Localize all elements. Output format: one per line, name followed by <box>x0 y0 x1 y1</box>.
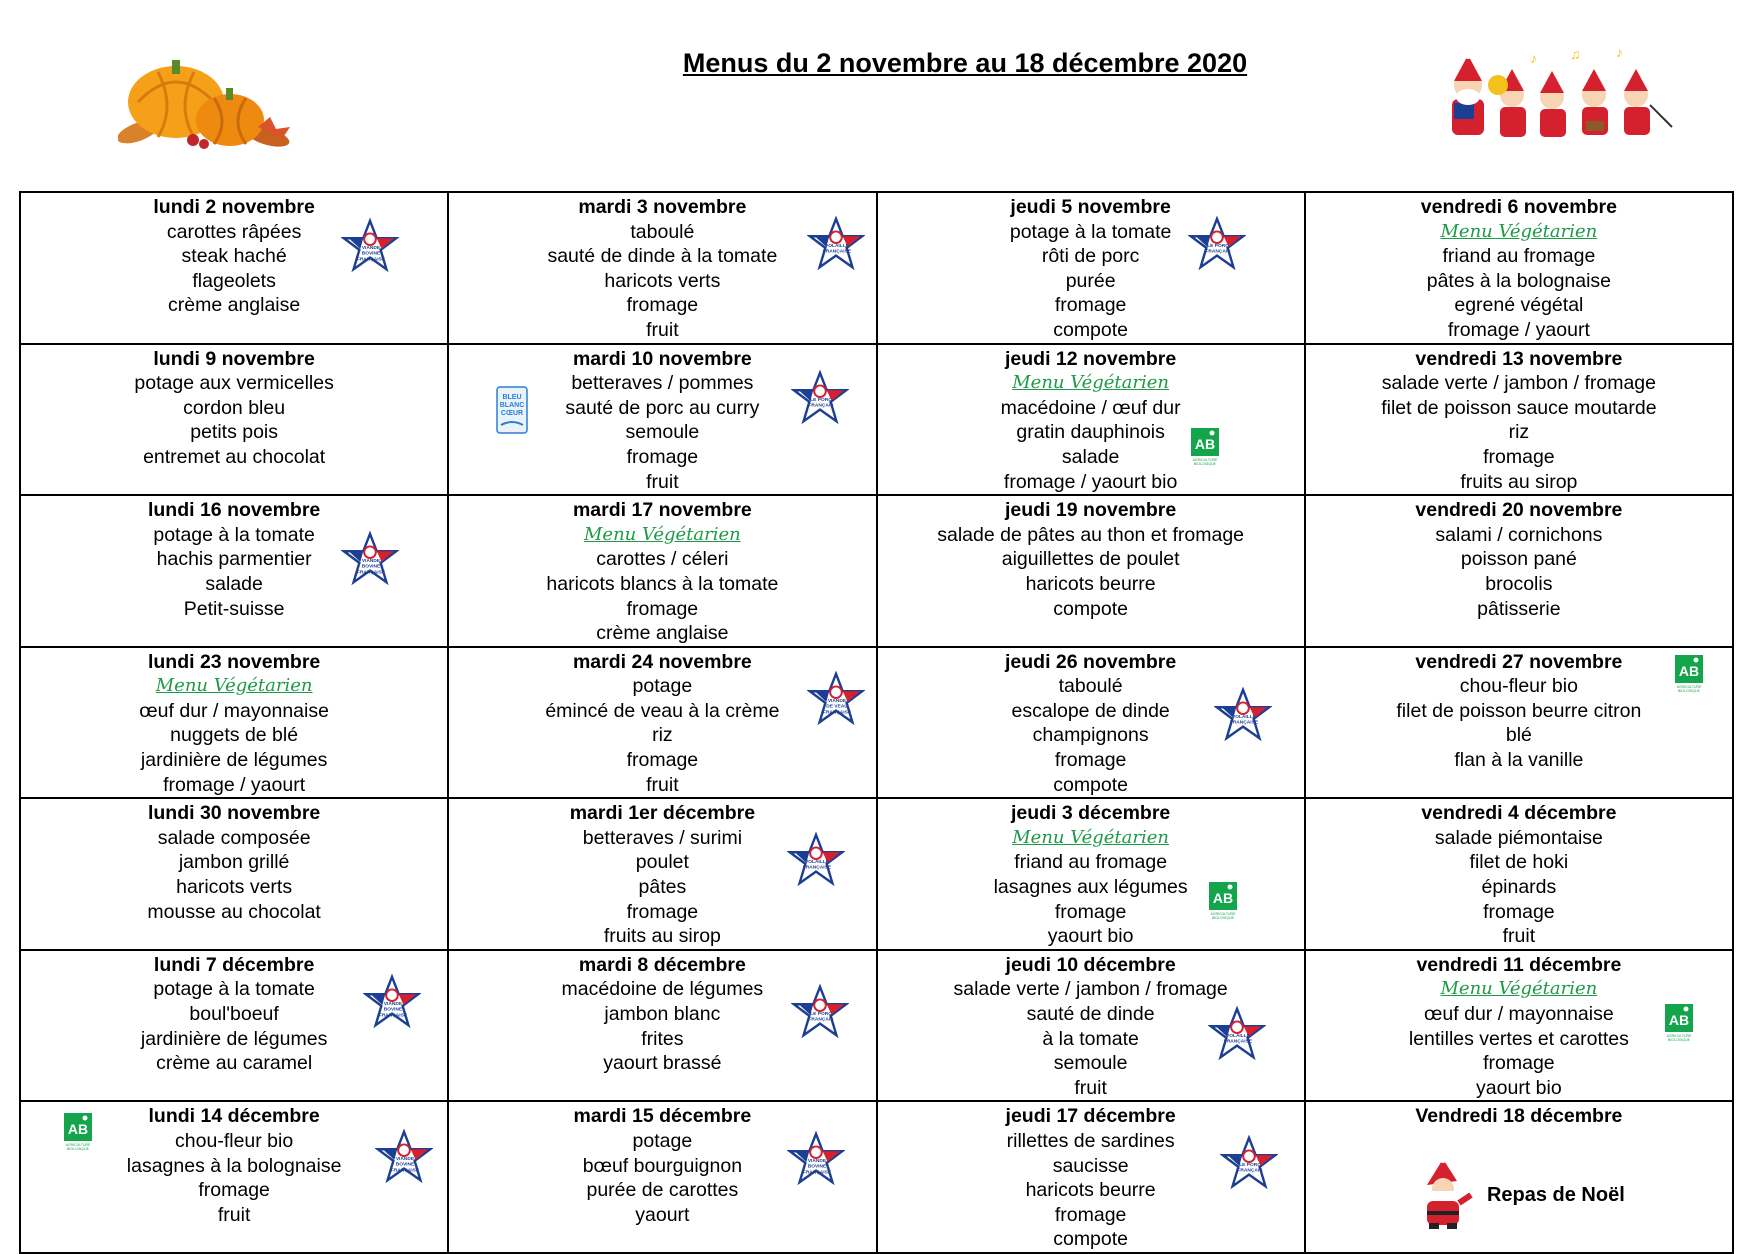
svg-text:FRANÇAISE: FRANÇAISE <box>823 249 852 255</box>
svg-text:VIANDE: VIANDE <box>828 698 847 704</box>
menu-item: potage <box>632 1129 693 1152</box>
svg-text:VOLAILLE: VOLAILLE <box>1231 714 1256 720</box>
special-meal <box>1306 1155 1732 1237</box>
menu-item: poulet <box>635 851 689 874</box>
menu-item: petits pois <box>190 421 279 444</box>
menu-week-row <box>20 798 1733 950</box>
menu-week-row <box>20 1101 1733 1253</box>
svg-text:AB: AB <box>67 1121 89 1138</box>
menu-item: betteraves / surimi <box>582 826 743 849</box>
day-title: vendredi 13 novembre <box>1415 347 1623 370</box>
menu-item: fruit <box>217 1203 251 1226</box>
svg-text:FRANÇAISE: FRANÇAISE <box>356 570 386 576</box>
agriculture-biologique-icon <box>1674 654 1704 694</box>
menu-item: entremet au chocolat <box>143 445 326 468</box>
svg-text:FRANÇAIS: FRANÇAIS <box>808 1017 834 1023</box>
svg-text:BIOLOGIQUE: BIOLOGIQUE <box>67 1147 89 1152</box>
day-title: jeudi 17 décembre <box>1005 1105 1176 1128</box>
menu-item: semoule <box>1053 1052 1128 1075</box>
day-title: jeudi 10 décembre <box>1005 953 1176 976</box>
menu-day-cell <box>448 798 876 950</box>
menu-item: pâtes <box>638 876 687 899</box>
menu-day-cell <box>20 1101 448 1253</box>
menu-day-cell <box>877 192 1305 344</box>
svg-text:CŒUR: CŒUR <box>501 409 524 417</box>
menu-day-content <box>1306 193 1732 343</box>
svg-text:FRANÇAIS: FRANÇAIS <box>808 403 834 409</box>
menu-item: à la tomate <box>1042 1027 1139 1050</box>
menu-item: fruit <box>646 318 679 341</box>
menu-day-content <box>1306 1102 1732 1236</box>
menu-day-content <box>878 799 1304 949</box>
volaille-francaise-icon <box>1214 686 1272 744</box>
menu-day-cell <box>448 950 876 1102</box>
svg-text:LE PORC: LE PORC <box>1206 243 1229 249</box>
svg-text:FRANÇAIS: FRANÇAIS <box>1236 1169 1262 1175</box>
menu-item: jardinière de légumes <box>140 749 328 772</box>
menu-item: potage <box>632 675 693 698</box>
menu-item: cordon bleu <box>183 396 286 419</box>
menu-item: potage à la tomate <box>153 978 315 1001</box>
menu-item: fromage <box>626 597 699 620</box>
menu-item: carottes râpées <box>166 220 302 243</box>
menu-day-cell <box>1305 192 1733 344</box>
menu-item: crème au caramel <box>156 1052 313 1075</box>
svg-text:BLANC: BLANC <box>500 401 525 409</box>
svg-text:BIOLOGIQUE: BIOLOGIQUE <box>1211 916 1234 921</box>
svg-text:LE PORC: LE PORC <box>1238 1163 1261 1169</box>
menu-item: salade piémontaise <box>1434 826 1603 849</box>
menu-item: jardinière de légumes <box>140 1027 328 1050</box>
menu-item: fromage <box>1054 900 1127 923</box>
svg-text:♪: ♪ <box>1616 45 1623 60</box>
svg-text:VOLAILLE: VOLAILLE <box>1225 1033 1250 1039</box>
menu-item: fromage <box>1483 1052 1555 1075</box>
menu-week-row <box>20 950 1733 1102</box>
menu-item: fromage <box>1483 900 1555 923</box>
day-title: jeudi 3 décembre <box>1010 802 1171 825</box>
menu-item: purée de carottes <box>586 1179 739 1202</box>
menu-item: fruit <box>1502 925 1536 948</box>
svg-text:BIOLOGIQUE: BIOLOGIQUE <box>1677 688 1700 693</box>
day-title: lundi 23 novembre <box>147 650 321 673</box>
menu-item: flan à la vanille <box>1454 749 1584 772</box>
svg-text:LE PORC: LE PORC <box>810 1011 832 1017</box>
svg-text:AGRICULTURE: AGRICULTURE <box>1210 912 1235 917</box>
menu-day-cell <box>877 798 1305 950</box>
menu-item: potage à la tomate <box>1009 220 1172 243</box>
svg-text:AB: AB <box>1668 1011 1689 1028</box>
menu-week-row <box>20 344 1733 496</box>
day-title: mardi 1er décembre <box>569 802 756 825</box>
menu-item: lasagnes à la bolognaise <box>126 1154 342 1177</box>
menu-item: salade de pâtes au thon et fromage <box>937 523 1245 546</box>
viande-bovine-icon <box>787 1130 845 1188</box>
menu-day-cell <box>1305 950 1733 1102</box>
svg-text:VIANDE: VIANDE <box>361 245 381 251</box>
menu-item: carottes / céleri <box>596 548 729 571</box>
menu-item: fromage / yaourt <box>1447 318 1590 341</box>
menu-item: filet de poisson beurre citron <box>1396 699 1642 722</box>
svg-text:FRANÇAIS: FRANÇAIS <box>1204 249 1230 255</box>
menu-item: compote <box>1053 597 1129 620</box>
menu-item: flageolets <box>192 269 276 292</box>
svg-text:AGRICULTURE: AGRICULTURE <box>1192 457 1217 462</box>
svg-text:BOVINE: BOVINE <box>361 251 381 257</box>
svg-text:♫: ♫ <box>1570 46 1581 62</box>
day-title: vendredi 20 novembre <box>1415 499 1623 522</box>
svg-text:BOVINE: BOVINE <box>395 1163 415 1169</box>
menu-item: friand au fromage <box>1014 851 1168 874</box>
menu-day-cell <box>448 1101 876 1253</box>
porc-francais-icon <box>791 983 849 1041</box>
menu-day-cell <box>877 344 1305 496</box>
vegetarian-menu-label: Menu Végétarien <box>1440 978 1598 1000</box>
menu-item: crème anglaise <box>596 622 729 645</box>
svg-text:AB: AB <box>1678 662 1699 679</box>
svg-text:FRANÇAISE: FRANÇAISE <box>378 1013 408 1019</box>
svg-text:BIOLOGIQUE: BIOLOGIQUE <box>1193 461 1216 466</box>
menu-item: brocolis <box>1485 572 1553 595</box>
menu-item: œuf dur / mayonnaise <box>139 699 329 722</box>
menu-item: haricots beurre <box>1025 572 1156 595</box>
day-title: mardi 3 novembre <box>578 196 747 218</box>
svg-text:♪: ♪ <box>1530 50 1537 66</box>
menu-item: yaourt <box>635 1203 690 1226</box>
day-title: mardi 10 novembre <box>572 347 752 370</box>
svg-text:VIANDE: VIANDE <box>361 559 381 565</box>
svg-text:BOVINE: BOVINE <box>383 1007 403 1013</box>
menu-day-cell <box>20 495 448 647</box>
menu-item: fruits au sirop <box>603 925 721 948</box>
svg-text:AB: AB <box>1212 890 1233 907</box>
day-title: vendredi 4 décembre <box>1421 802 1617 825</box>
menu-item: fromage <box>1054 294 1127 317</box>
menu-item: œuf dur / mayonnaise <box>1424 1003 1614 1025</box>
menu-item: betteraves / pommes <box>571 372 754 395</box>
menu-day-cell <box>20 192 448 344</box>
day-title: mardi 24 novembre <box>572 650 752 673</box>
volaille-francaise-icon <box>787 831 845 889</box>
svg-text:FRANÇAISE: FRANÇAISE <box>390 1168 420 1174</box>
menu-day-content <box>1306 496 1732 621</box>
menu-day-content <box>878 345 1304 495</box>
menu-item: gratin dauphinois <box>1016 421 1165 444</box>
menu-day-cell <box>877 647 1305 799</box>
menu-item: bœuf bourguignon <box>582 1154 743 1177</box>
svg-text:VOLAILLE: VOLAILLE <box>805 860 830 866</box>
menu-week-row <box>20 495 1733 647</box>
svg-text:VIANDE: VIANDE <box>808 1159 827 1165</box>
menu-item: sauté de porc au curry <box>565 396 760 419</box>
menu-item: salade verte / jambon / fromage <box>953 978 1228 1001</box>
svg-text:FRANÇAISE: FRANÇAISE <box>803 865 832 871</box>
svg-text:BOVINE: BOVINE <box>361 564 381 570</box>
porc-francais-icon <box>1220 1134 1278 1192</box>
agriculture-biologique-icon <box>63 1112 93 1152</box>
menu-day-content <box>21 799 447 924</box>
menu-item: potage aux vermicelles <box>134 372 334 395</box>
menu-item: jambon blanc <box>604 1003 721 1025</box>
menu-item: compote <box>1053 1228 1129 1251</box>
christmas-carolers-icon <box>1440 45 1680 150</box>
viande-bovine-icon <box>341 530 399 588</box>
menu-day-cell <box>448 495 876 647</box>
menu-item: riz <box>1508 421 1530 444</box>
day-title: lundi 16 novembre <box>147 499 321 522</box>
menu-item: blé <box>1505 724 1532 747</box>
menu-item: compote <box>1053 773 1129 796</box>
menu-item: salade verte / jambon / fromage <box>1381 372 1656 395</box>
day-title: lundi 2 novembre <box>153 196 315 218</box>
menu-day-cell <box>20 950 448 1102</box>
menu-day-cell <box>1305 1101 1733 1253</box>
menu-item: fromage <box>626 900 699 923</box>
menu-day-content <box>1306 345 1732 495</box>
menu-day-cell <box>20 344 448 496</box>
menu-item: filet de hoki <box>1469 851 1569 874</box>
svg-text:BOVINE: BOVINE <box>807 1165 827 1171</box>
agriculture-biologique-icon <box>1664 1003 1694 1043</box>
day-title: jeudi 26 novembre <box>1005 650 1177 673</box>
menu-day-cell <box>20 647 448 799</box>
menu-item: fromage <box>1483 445 1555 468</box>
menu-item: fruit <box>646 773 679 796</box>
day-title: vendredi 27 novembre <box>1415 650 1623 673</box>
menu-item: salade <box>205 572 263 595</box>
menu-item: épinards <box>1481 876 1557 899</box>
menu-item: fromage / yaourt <box>163 773 306 796</box>
menu-item: taboulé <box>630 220 695 243</box>
svg-text:BIOLOGIQUE: BIOLOGIQUE <box>1667 1037 1690 1042</box>
menu-item: Petit-suisse <box>183 597 285 620</box>
viande-bovine-icon <box>375 1128 433 1186</box>
svg-text:AGRICULTURE: AGRICULTURE <box>65 1143 91 1148</box>
day-title: mardi 8 décembre <box>578 953 746 976</box>
menu-day-content <box>21 648 447 798</box>
menu-grid <box>19 191 1734 1254</box>
agriculture-biologique-icon <box>1208 881 1238 921</box>
menu-item: crème anglaise <box>168 294 301 317</box>
menu-item: compote <box>1053 318 1129 341</box>
menu-item: saucisse <box>1052 1154 1129 1177</box>
menu-item: nuggets de blé <box>170 724 299 747</box>
menu-item: fromage <box>1054 749 1127 772</box>
svg-text:AGRICULTURE: AGRICULTURE <box>1666 1033 1692 1038</box>
menu-item: macédoine de légumes <box>561 978 764 1001</box>
viande-bovine-icon <box>341 217 399 275</box>
pumpkins-icon <box>118 52 293 152</box>
menu-day-content <box>1306 799 1732 949</box>
day-title: lundi 9 novembre <box>153 347 315 370</box>
menu-item: rôti de porc <box>1041 245 1140 268</box>
menu-week-row <box>20 647 1733 799</box>
day-title: Vendredi 18 décembre <box>1415 1105 1623 1128</box>
menu-item: taboulé <box>1058 675 1123 698</box>
svg-text:VOLAILLE: VOLAILLE <box>825 243 850 249</box>
vegetarian-menu-label: Menu Végétarien <box>1440 220 1598 242</box>
menu-item: pâtisserie <box>1477 597 1561 620</box>
menu-item: yaourt bio <box>1047 925 1134 948</box>
menu-item: pâtes à la bolognaise <box>1426 269 1612 292</box>
menu-item: escalope de dinde <box>1011 699 1170 722</box>
svg-text:FRANÇAISE: FRANÇAISE <box>356 257 386 263</box>
menu-item: yaourt brassé <box>603 1052 722 1075</box>
menu-item: salami / cornichons <box>1435 523 1603 546</box>
menu-item: boul'boeuf <box>189 1003 279 1025</box>
menu-item: riz <box>652 724 673 747</box>
svg-text:VIANDE: VIANDE <box>383 1001 403 1007</box>
vegetarian-menu-label: Menu Végétarien <box>584 523 741 545</box>
menu-item: haricots verts <box>604 269 721 292</box>
menu-item: aiguillettes de poulet <box>1001 548 1180 571</box>
menu-day-cell <box>448 344 876 496</box>
menu-item: salade composée <box>157 826 311 849</box>
menu-item: fromage <box>626 294 699 317</box>
menu-day-content <box>449 496 875 646</box>
svg-text:FRANÇAISE: FRANÇAISE <box>1223 1039 1252 1045</box>
porc-francais-icon <box>1188 215 1246 273</box>
svg-text:AGRICULTURE: AGRICULTURE <box>1676 684 1702 689</box>
menu-item: émincé de veau à la crème <box>545 699 780 722</box>
menu-week-row <box>20 192 1733 344</box>
svg-text:BLEU: BLEU <box>502 393 522 401</box>
day-title: lundi 7 décembre <box>153 953 315 976</box>
day-title: jeudi 5 novembre <box>1010 196 1171 218</box>
menu-item: haricots blancs à la tomate <box>546 572 779 595</box>
volaille-francaise-icon <box>807 215 865 273</box>
menu-item: fromage <box>1054 1203 1127 1226</box>
menu-item: friand au fromage <box>1442 245 1596 268</box>
day-title: vendredi 11 décembre <box>1416 953 1622 976</box>
special-meal-label: Repas de Noël <box>1486 1184 1625 1207</box>
svg-text:AB: AB <box>1194 435 1215 452</box>
menu-item: haricots beurre <box>1025 1179 1156 1202</box>
menu-item: poisson pané <box>1460 548 1577 571</box>
menu-day-cell <box>1305 344 1733 496</box>
svg-text:FRANÇAISE: FRANÇAISE <box>823 710 852 716</box>
menu-item: mousse au chocolat <box>147 900 321 923</box>
menu-day-cell <box>877 495 1305 647</box>
menu-item: fruit <box>1074 1076 1107 1099</box>
svg-text:DE VEAU: DE VEAU <box>826 704 848 710</box>
day-title: jeudi 12 novembre <box>1005 347 1177 370</box>
menu-item: fromage <box>626 749 699 772</box>
agriculture-biologique-icon <box>1190 427 1220 467</box>
day-title: mardi 15 décembre <box>573 1105 752 1128</box>
menu-item: rillettes de sardines <box>1006 1129 1175 1152</box>
menu-item: fruit <box>646 470 679 493</box>
svg-text:VIANDE: VIANDE <box>395 1157 415 1163</box>
menu-item: fromage <box>626 445 699 468</box>
day-title: lundi 14 décembre <box>148 1105 320 1128</box>
menu-item: jambon grillé <box>178 851 290 874</box>
menu-item: lasagnes aux légumes <box>993 876 1188 899</box>
menu-item: steak haché <box>181 245 287 268</box>
menu-item: yaourt bio <box>1476 1076 1562 1099</box>
menu-item: champignons <box>1032 724 1149 747</box>
viande-veau-icon <box>807 670 865 728</box>
menu-item: haricots verts <box>176 876 293 899</box>
vegetarian-menu-label: Menu Végétarien <box>1012 826 1169 848</box>
menu-item: sauté de dinde <box>1026 1003 1155 1025</box>
menu-item: salade <box>1061 445 1120 468</box>
menu-day-cell <box>448 647 876 799</box>
menu-day-cell <box>877 950 1305 1102</box>
page-title: Menus du 2 novembre au 18 décembre 2020 <box>682 48 1248 78</box>
day-title: vendredi 6 novembre <box>1420 196 1617 218</box>
svg-text:FRANÇAISE: FRANÇAISE <box>1229 720 1258 726</box>
menu-item: fruits au sirop <box>1460 470 1578 493</box>
bleu-blanc-coeur-icon <box>495 385 529 435</box>
menu-item: sauté de dinde à la tomate <box>547 245 778 268</box>
day-title: mardi 17 novembre <box>572 499 752 522</box>
porc-francais-icon <box>791 369 849 427</box>
menu-item: hachis parmentier <box>156 548 312 571</box>
menu-item: egrené végétal <box>1454 294 1584 317</box>
menu-day-content <box>878 496 1304 621</box>
svg-text:LE PORC: LE PORC <box>810 397 832 403</box>
menu-item: purée <box>1065 269 1116 292</box>
menu-item: potage à la tomate <box>153 523 315 546</box>
menu-day-cell <box>1305 495 1733 647</box>
menu-item: filet de poisson sauce moutarde <box>1381 396 1657 419</box>
menu-item: macédoine / œuf dur <box>1000 396 1181 419</box>
menu-day-cell <box>20 798 448 950</box>
menu-day-cell <box>877 1101 1305 1253</box>
menu-item: semoule <box>625 421 700 444</box>
menu-day-cell <box>1305 647 1733 799</box>
menu-day-cell <box>1305 798 1733 950</box>
vegetarian-menu-label: Menu Végétarien <box>155 675 313 697</box>
day-title: jeudi 19 novembre <box>1005 499 1177 522</box>
menu-item: chou-fleur bio <box>175 1129 294 1152</box>
menu-item: lentilles vertes et carottes <box>1408 1027 1629 1050</box>
svg-text:FRANÇAISE: FRANÇAISE <box>803 1170 832 1176</box>
menu-item: fromage <box>198 1179 270 1202</box>
day-title: lundi 30 novembre <box>147 802 321 825</box>
menu-item: fromage / yaourt bio <box>1003 470 1178 493</box>
vegetarian-menu-label: Menu Végétarien <box>1012 372 1169 394</box>
volaille-francaise-icon <box>1208 1005 1266 1063</box>
santa-icon <box>1413 1155 1473 1237</box>
menu-day-content <box>1306 648 1732 773</box>
menu-day-content <box>21 345 447 470</box>
menu-item: frites <box>641 1027 684 1050</box>
viande-bovine-icon <box>363 973 421 1031</box>
menu-day-cell <box>448 192 876 344</box>
menu-item: chou-fleur bio <box>1459 675 1578 698</box>
